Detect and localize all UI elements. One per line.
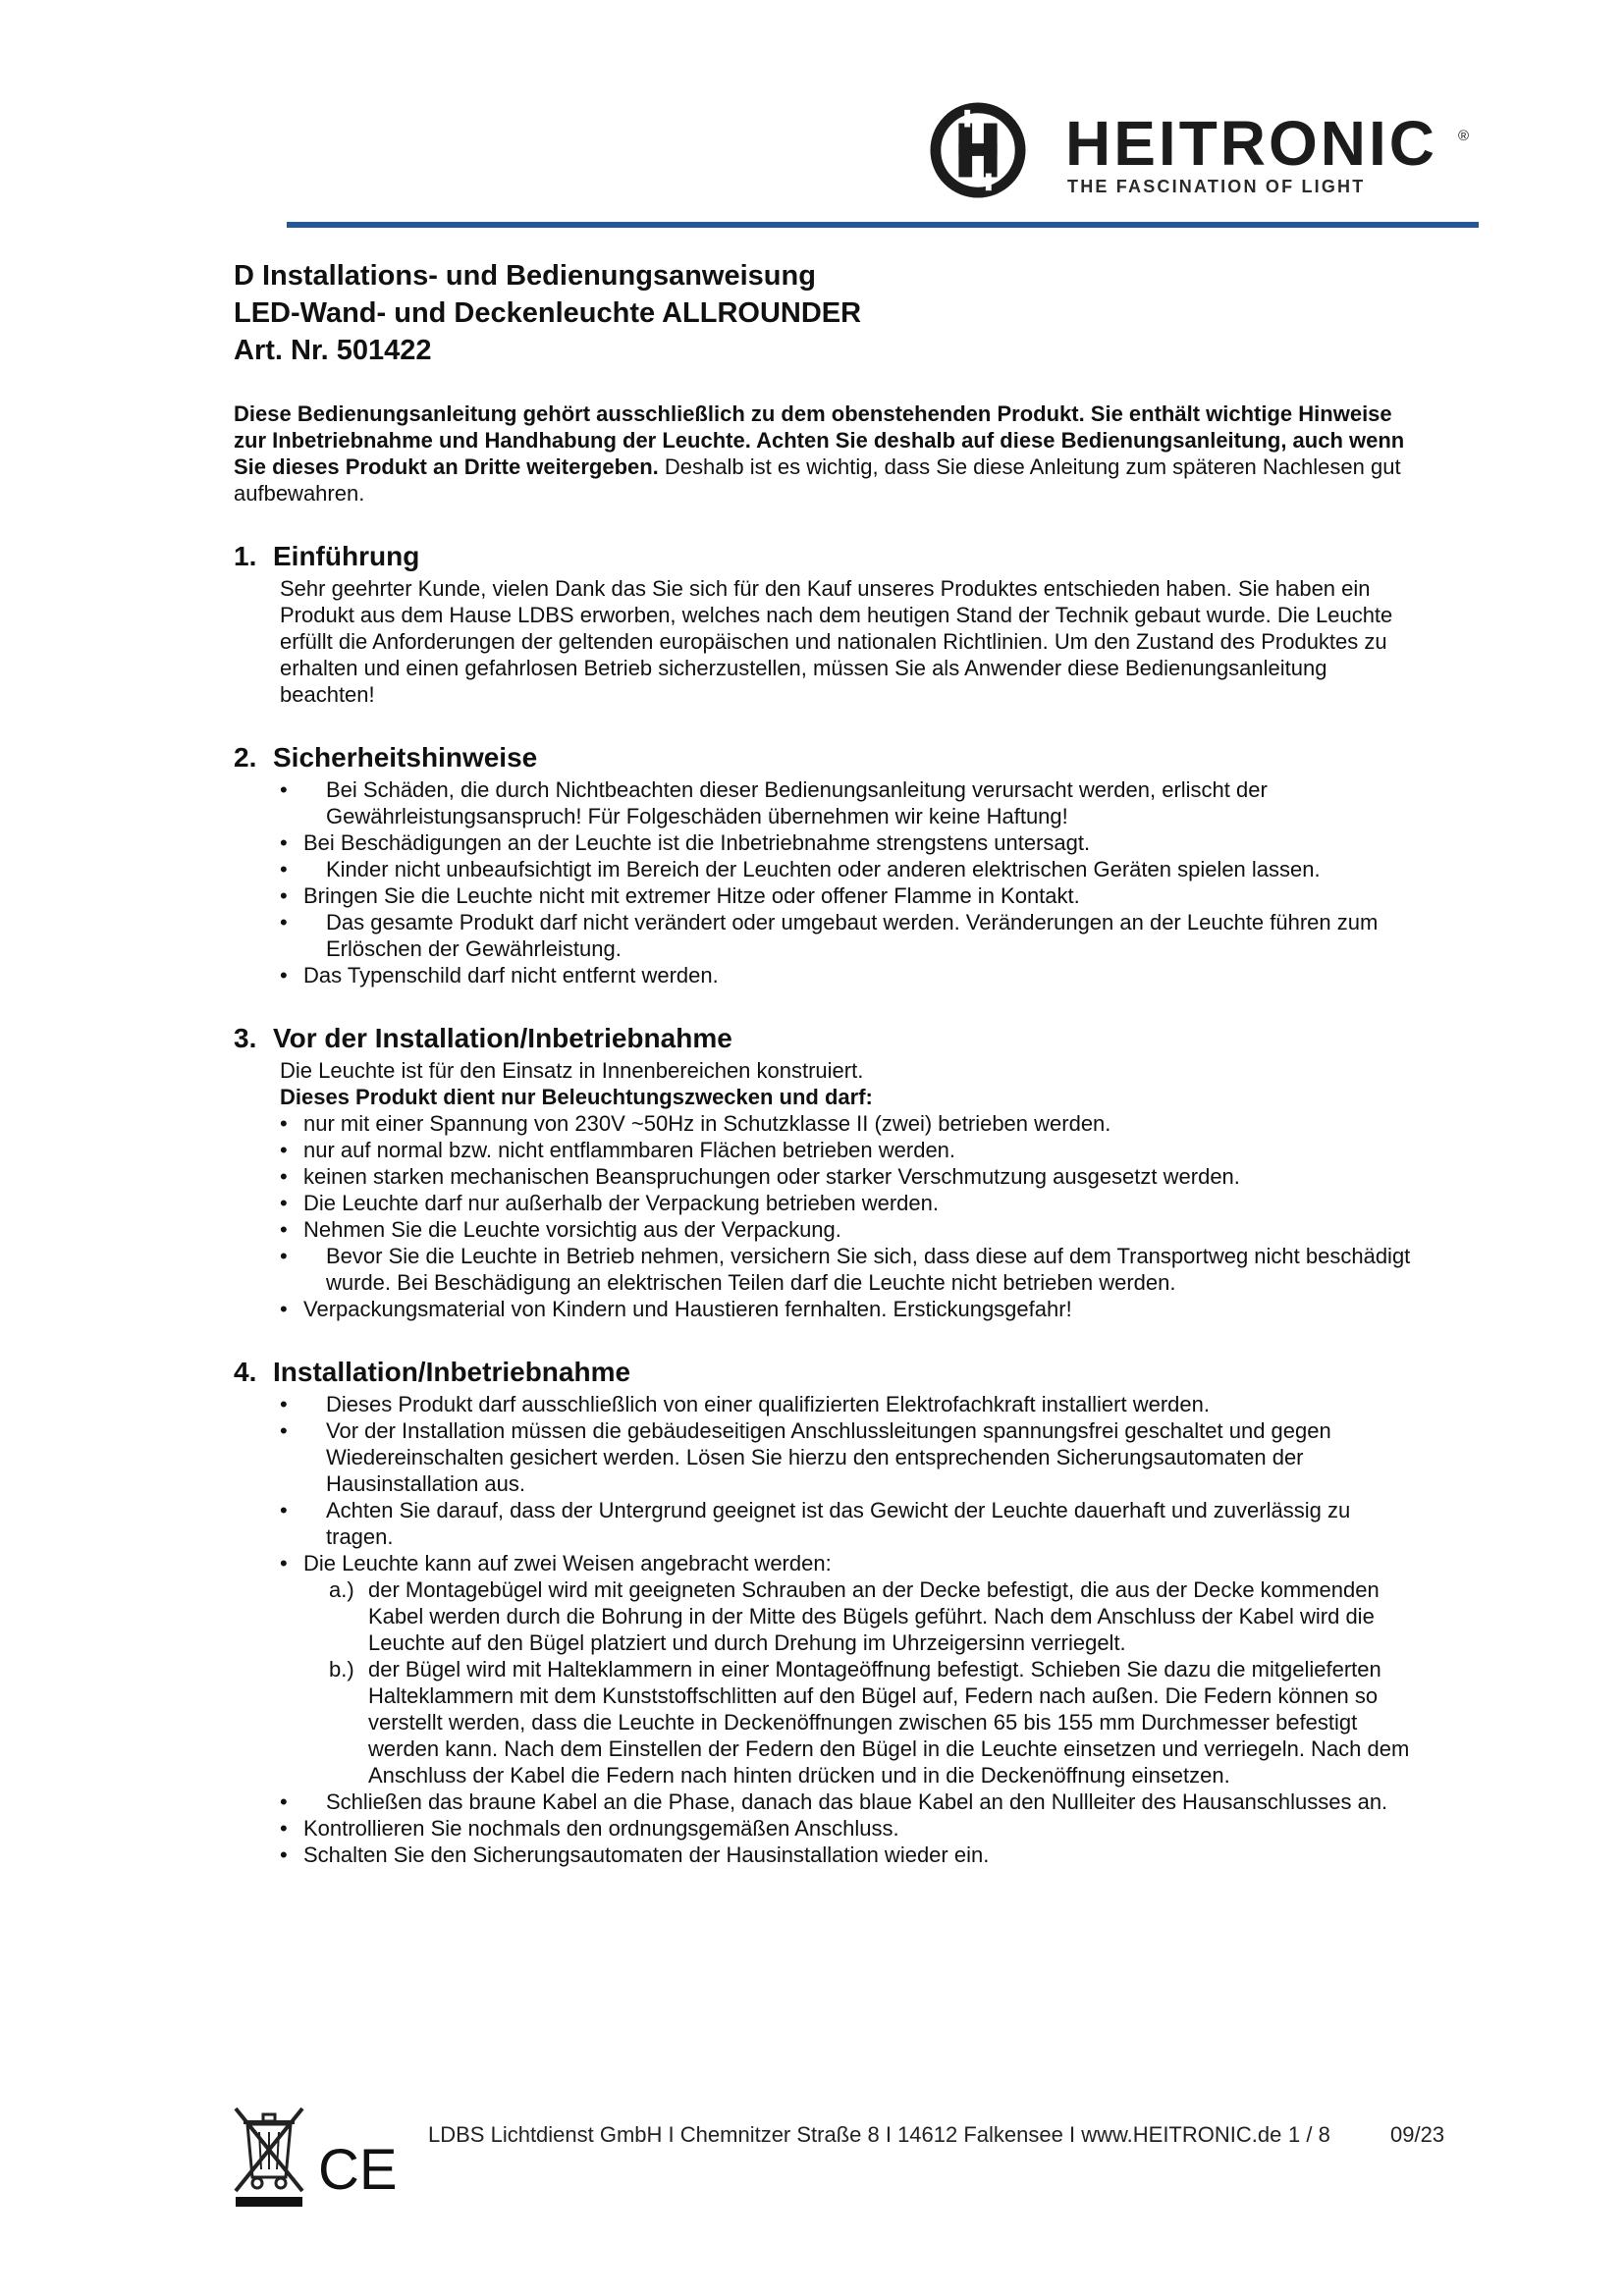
list-item: • keinen starken mechanischen Beanspruchungen oder starker Verschmutzung ausgesetzt werden. — [280, 1163, 1412, 1190]
mounting-option-b: b.) der Bügel wird mit Halteklammern in einer Montageöffnung befestigt. Schieben Sie dazu die mitgelieferten Halteklammern mit dem Kunststoffschlitten auf den Bügel auf, Federn nach außen. Die Federn können so verstellt werden, dass die Leuchte in Deckenöffnungen zwischen 65 bis 155 mm Durchmesser befestigt werden kann. Nach dem Einstellen der Federn den Bügel in die Leuchte einsetzen und verriegeln. Nach dem Anschluss der Kabel die Federn nach hinten drücken und in die Deckenöffnung einsetzen. — [329, 1657, 1410, 1788]
intro-normal: Deshalb ist es wichtig, dass Sie diese Anleitung zum späteren Nachlesen gut aufbewahren. — [234, 454, 1401, 506]
section-3-bold-text: Dieses Produkt dient nur Beleuchtungszwecken und darf: — [280, 1085, 873, 1109]
list-item: • Die Leuchte kann auf zwei Weisen angebracht werden: a.) der Montagebügel wird mit geeigneten Schrauben an der Decke befestigt, die aus der Decke kommenden Kabel werden durch die Bohrung in der Mitte des Bügels geführt. Nach dem Anschluss der Kabel wird die Leuchte auf den Bügel platziert und durch Drehung im Uhrzeigersinn verriegelt. b.) der Bügel wird mit Halteklammern in einer Montageöffnung befestigt. Schieben Sie dazu die mitgelieferten Halteklammern mit dem Kunststoffschlitten auf den Bügel auf, Federn nach außen. Die Federn können so verstellt werden, dass die Leuchte in Deckenöffnungen zwischen 65 bis 155 mm Durchmesser befestigt werden kann. Nach dem Einstellen der Federn den Bügel in die Leuchte einsetzen und verriegeln. Nach dem Anschluss der Kabel die Federn nach hinten drücken und in die Deckenöffnung einsetzen. — [280, 1550, 1412, 1789]
ce-mark-text: CE — [318, 2138, 398, 2202]
list-item: • Achten Sie darauf, dass der Untergrund geeignet ist das Gewicht der Leuchte dauerhaft und zuverlässig zu tragen. — [280, 1497, 1412, 1550]
list-item: • Vor der Installation müssen die gebäudeseitigen Anschlussleitungen spannungsfrei geschaltet und gegen Wiedereinschalten gesichert werden. Lösen Sie hierzu den entsprechenden Sicherungsautomaten der Hausinstallation aus. — [280, 1417, 1412, 1497]
document-title — [234, 257, 1412, 369]
list-item: • Die Leuchte darf nur außerhalb der Verpackung betrieben werden. — [280, 1190, 1412, 1216]
list-item: • Kontrollieren Sie nochmals den ordnungsgemäßen Anschluss. — [280, 1815, 1412, 1842]
ce-mark-icon — [318, 2138, 398, 2202]
section-1-heading: 1. Einführung — [234, 541, 420, 571]
list-item: • Bei Schäden, die durch Nichtbeachten dieser Bedienungsanleitung verursacht werden, erlischt der Gewährleistungsanspruch! Für Folgeschäden übernehmen wir keine Haftung! — [280, 776, 1412, 829]
list-item: • Bei Beschädigungen an der Leuchte ist die Inbetriebnahme strengstens untersagt. — [280, 829, 1412, 856]
list-item: • Das gesamte Produkt darf nicht verändert oder umgebaut werden. Veränderungen an der Leuchte führen zum Erlöschen der Gewährleistung. — [280, 909, 1412, 962]
brand-tagline: THE FASCINATION OF LIGHT — [1067, 177, 1366, 196]
mounting-option-a: a.) der Montagebügel wird mit geeigneten Schrauben an der Decke befestigt, die aus der Decke kommenden Kabel werden durch die Bohrung in der Mitte des Bügels geführt. Nach dem Anschluss der Kabel wird die Leuchte auf den Bügel platziert und durch Drehung im Uhrzeigersinn verriegelt. — [329, 1577, 1380, 1655]
list-item: • Verpackungsmaterial von Kindern und Haustieren fernhalten. Erstickungsgefahr! — [280, 1296, 1412, 1322]
section-2-heading: 2. Sicherheitshinweise — [234, 742, 538, 773]
section-4-list — [280, 1391, 1412, 1868]
list-item: • nur auf normal bzw. nicht entflammbaren Flächen betrieben werden. — [280, 1137, 1412, 1163]
footer-company: LDBS Lichtdienst GmbH I Chemnitzer Straße 8 I 14612 Falkensee I www.HEITRONIC.de — [428, 2122, 1282, 2147]
intro-bold: Diese Bedienungsanleitung gehört ausschließlich zu dem obenstehenden Produkt. Sie enthält wichtige Hinweise zur Inbetriebnahme und Handhabung der Leuchte. Achten Sie deshalb auf diese Bedienungsanleitung, auch wenn Sie dieses Produkt an Dritte weitergeben. — [234, 401, 1405, 479]
document-date: 09/23 — [1390, 2122, 1445, 2147]
mounting-options — [303, 1576, 1412, 1789]
page-footer — [230, 2101, 1447, 2209]
section-1-text: Sehr geehrter Kunde, vielen Dank das Sie sich für den Kauf unseres Produktes entschieden haben. Sie haben ein Produkt aus dem Hause LDBS erworben, welches nach dem heutigen Stand der Technik gebaut wurde. Die Leuchte erfüllt die Anforderungen der geltenden europäischen und nationalen Richtlinien. Um den Zustand des Produktes zu erhalten und einen gefahrlosen Betrieb sicherzustellen, müssen Sie als Anwender diese Bedienungsanleitung beachten! — [280, 576, 1393, 707]
document-body — [234, 257, 1412, 1868]
list-item: • Nehmen Sie die Leuchte vorsichtig aus der Verpackung. — [280, 1216, 1412, 1243]
heitronic-logo-mark-icon — [928, 102, 1028, 198]
registered-mark: ® — [1458, 128, 1470, 144]
title-line-1: D Installations- und Bedienungsanweisung — [234, 260, 816, 292]
section-3-heading: 3. Vor der Installation/Inbetriebnahme — [234, 1023, 732, 1053]
list-item: • Schalten Sie den Sicherungsautomaten der Hausinstallation wieder ein. — [280, 1842, 1412, 1868]
weee-crossed-bin-icon — [230, 2101, 308, 2207]
list-item: • Bevor Sie die Leuchte in Betrieb nehmen, versichern Sie sich, dass diese auf dem Transportweg nicht beschädigt wurde. Bei Beschädigung an elektrischen Teilen darf die Leuchte nicht betrieben werden. — [280, 1243, 1412, 1296]
list-item: • Das Typenschild darf nicht entfernt werden. — [280, 962, 1412, 988]
header-divider — [287, 222, 1479, 228]
list-item: • Kinder nicht unbeaufsichtigt im Bereich der Leuchten oder anderen elektrischen Geräten spielen lassen. — [280, 856, 1412, 882]
section-4-heading: 4. Installation/Inbetriebnahme — [234, 1357, 631, 1387]
title-line-3: Art. Nr. 501422 — [234, 335, 432, 366]
list-item: • Schließen das braune Kabel an die Phase, danach das blaue Kabel an den Nullleiter des Hausanschlusses an. — [280, 1789, 1412, 1815]
section-2-list — [280, 776, 1412, 988]
brand-name: HEITRONIC — [1065, 108, 1437, 179]
intro-paragraph — [234, 400, 1412, 507]
title-line-2: LED-Wand- und Deckenleuchte ALLROUNDER — [234, 297, 862, 329]
section-3-text: Die Leuchte ist für den Einsatz in Innenbereichen konstruiert. — [280, 1058, 864, 1083]
list-item: • nur mit einer Spannung von 230V ~50Hz in Schutzklasse II (zwei) betrieben werden. — [280, 1110, 1412, 1137]
list-item: • Dieses Produkt darf ausschließlich von einer qualifizierten Elektrofachkraft installiert werden. — [280, 1391, 1412, 1417]
page-number: 1 / 8 — [1288, 2122, 1330, 2147]
section-3-list — [280, 1110, 1412, 1322]
list-item: • Bringen Sie die Leuchte nicht mit extremer Hitze oder offener Flamme in Kontakt. — [280, 882, 1412, 909]
heitronic-logo — [928, 102, 1478, 198]
